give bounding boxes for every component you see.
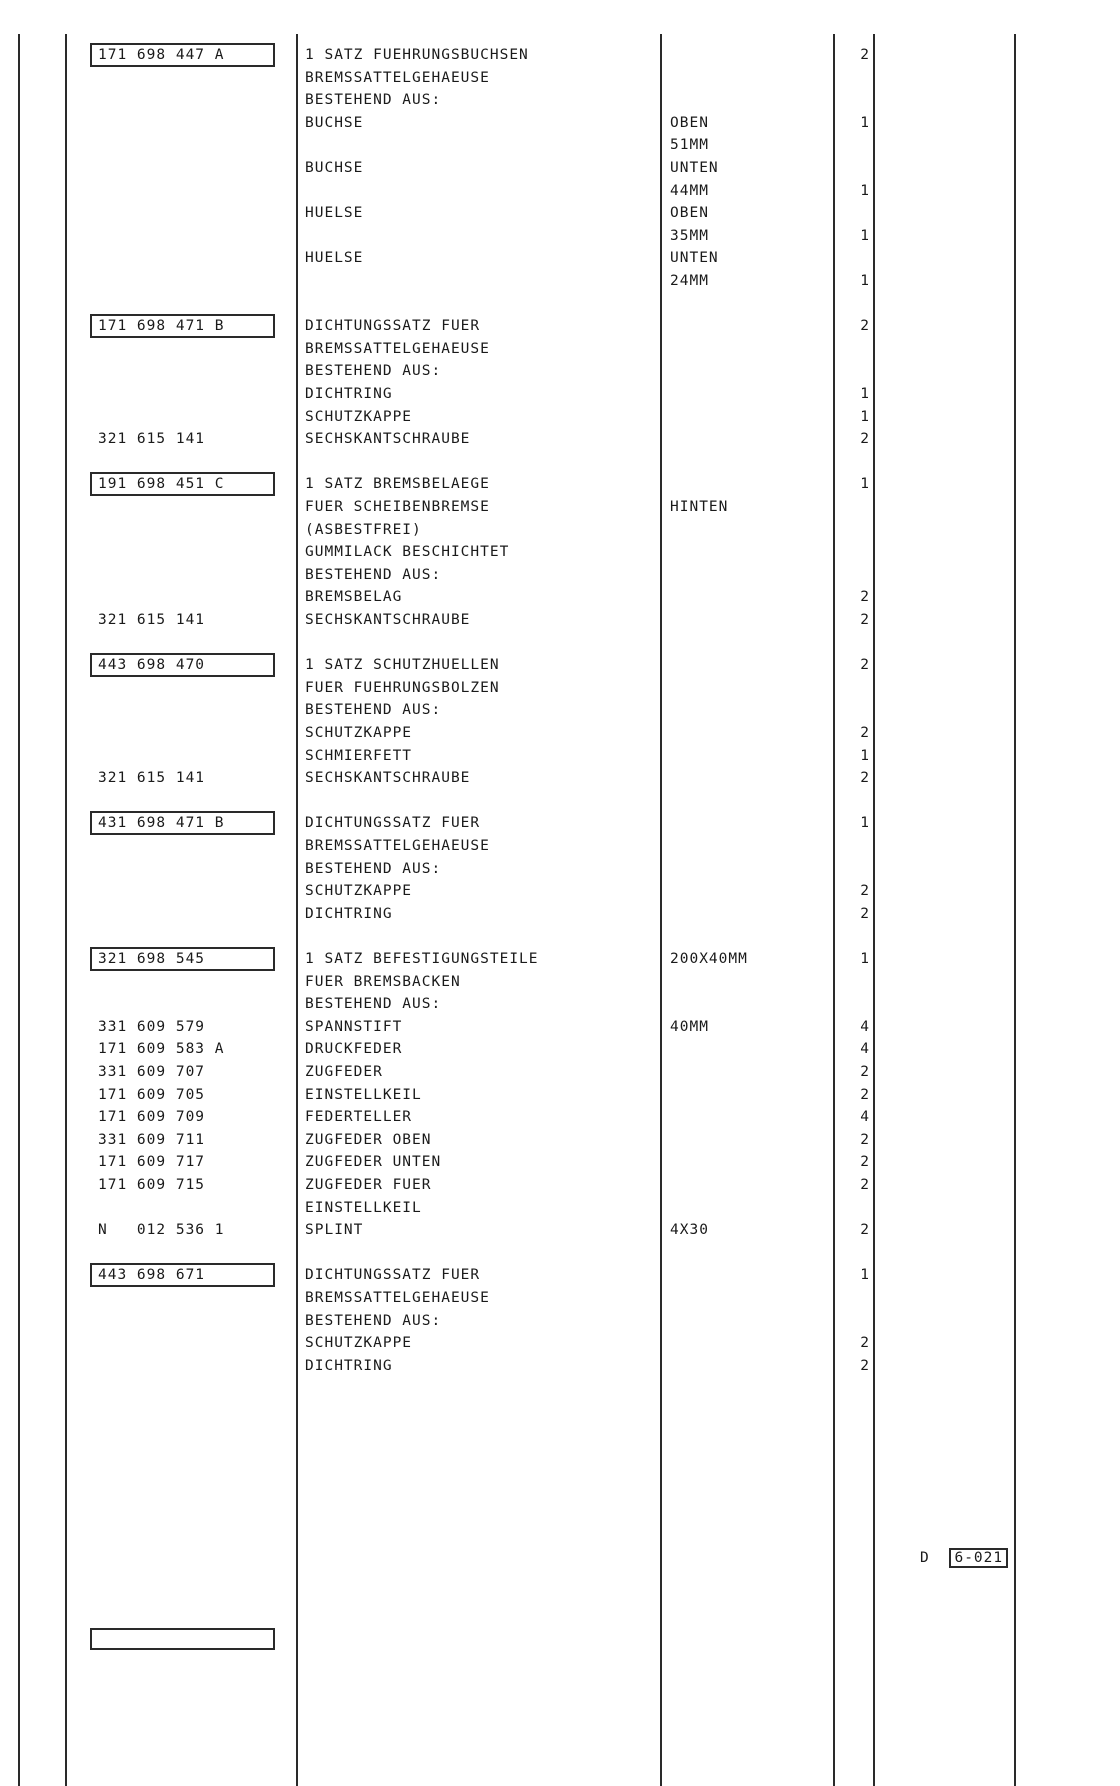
column-rule — [1014, 34, 1016, 1786]
quantity: 1 — [860, 227, 870, 244]
quantity — [856, 565, 870, 586]
page-code: 6-021 — [949, 1548, 1008, 1568]
part-number: 171 609 705 — [98, 1086, 206, 1103]
page-footer — [920, 1550, 1008, 1566]
description: BESTEHEND AUS: — [305, 702, 442, 719]
quantity: 1 — [860, 951, 870, 967]
quantity: 2 — [860, 612, 870, 628]
specification: 24MM — [670, 273, 709, 289]
part-number: 331 609 707 — [98, 1064, 206, 1080]
description: BESTEHEND AUS: — [305, 996, 442, 1013]
quantity — [856, 520, 870, 541]
quantity — [856, 859, 870, 880]
specification: OBEN — [670, 114, 709, 131]
description: ZUGFEDER — [305, 1064, 383, 1080]
description: SCHUTZKAPPE — [305, 883, 413, 900]
description: SCHUTZKAPPE — [305, 725, 413, 741]
part-number: 443 698 470 — [98, 657, 206, 674]
quantity: 2 — [860, 1086, 870, 1103]
description: DICHTRING — [305, 386, 393, 402]
quantity: 2 — [860, 1154, 870, 1171]
quantity: 1 — [860, 1267, 870, 1284]
description: HUELSE — [305, 250, 364, 267]
specification: 35MM — [670, 227, 709, 244]
specification: HINTEN — [670, 499, 729, 515]
quantity: 2 — [860, 47, 870, 63]
quantity — [856, 90, 870, 111]
quantity — [856, 994, 870, 1015]
description: FUER SCHEIBENBREMSE — [305, 499, 490, 515]
quantity — [856, 926, 870, 947]
part-number: 431 698 471 B — [98, 815, 225, 832]
footer-letter: D — [920, 1550, 930, 1566]
column-rule — [18, 34, 20, 1786]
quantity — [856, 135, 870, 156]
description: DICHTUNGSSATZ FUER — [305, 815, 481, 832]
part-number: 331 609 579 — [98, 1018, 206, 1035]
part-number: N 012 536 1 — [98, 1222, 225, 1239]
quantity: 2 — [860, 1131, 870, 1148]
description: DICHTRING — [305, 905, 393, 922]
description: SCHUTZKAPPE — [305, 1335, 413, 1352]
quantity — [856, 248, 870, 269]
quantity: 2 — [860, 1335, 870, 1352]
description: FUER FUEHRUNGSBOLZEN — [305, 679, 500, 696]
description: 1 SATZ BEFESTIGUNGSTEILE — [305, 951, 539, 967]
quantity: 4 — [860, 1018, 870, 1035]
part-number: 443 698 671 — [98, 1267, 206, 1284]
quantity: 2 — [860, 905, 870, 922]
description: DICHTUNGSSATZ FUER — [305, 318, 481, 335]
description: DICHTUNGSSATZ FUER — [305, 1267, 481, 1284]
quantity: 2 — [860, 589, 870, 606]
quantity: 2 — [860, 770, 870, 787]
quantity — [856, 452, 870, 473]
part-number: 171 609 709 — [98, 1109, 206, 1126]
quantity — [856, 542, 870, 563]
description: GUMMILACK BESCHICHTET — [305, 544, 510, 561]
description: SPANNSTIFT — [305, 1018, 403, 1035]
quantity — [856, 497, 870, 518]
quantity — [856, 972, 870, 993]
quantity — [856, 678, 870, 699]
description: FEDERTELLER — [305, 1109, 413, 1126]
part-number: 321 615 141 — [98, 770, 206, 787]
description: (ASBESTFREI) — [305, 521, 422, 538]
column-rule — [296, 34, 298, 1786]
quantity: 2 — [860, 1357, 870, 1374]
specification: UNTEN — [670, 160, 719, 176]
description: ZUGFEDER UNTEN — [305, 1154, 442, 1171]
quantity — [856, 68, 870, 89]
quantity: 1 — [860, 815, 870, 832]
quantity — [856, 791, 870, 812]
description: BESTEHEND AUS: — [305, 1312, 442, 1329]
quantity — [856, 339, 870, 360]
quantity: 2 — [860, 318, 870, 335]
next-part-number-box — [90, 1628, 275, 1650]
specification: OBEN — [670, 205, 709, 222]
specification: UNTEN — [670, 250, 719, 267]
description: FUER BREMSBACKEN — [305, 973, 461, 990]
part-number: 171 698 447 A — [98, 47, 225, 63]
description: ZUGFEDER FUER — [305, 1177, 432, 1193]
description: SCHUTZKAPPE — [305, 408, 413, 425]
description: BESTEHEND AUS: — [305, 92, 442, 109]
description: EINSTELLKEIL — [305, 1086, 422, 1103]
description: SECHSKANTSCHRAUBE — [305, 431, 471, 448]
description: BREMSSATTELGEHAEUSE — [305, 838, 490, 854]
quantity — [856, 1243, 870, 1264]
quantity: 1 — [860, 273, 870, 289]
description: EINSTELLKEIL — [305, 1199, 422, 1216]
description: DICHTRING — [305, 1357, 393, 1374]
description: 1 SATZ BREMSBELAEGE — [305, 476, 490, 493]
quantity: 1 — [860, 476, 870, 493]
part-number: 171 609 715 — [98, 1177, 206, 1193]
description: BREMSSATTELGEHAEUSE — [305, 340, 490, 357]
quantity: 1 — [860, 386, 870, 402]
description: BESTEHEND AUS: — [305, 363, 442, 380]
part-number: 171 609 583 A — [98, 1041, 225, 1058]
part-number: 331 609 711 — [98, 1131, 206, 1148]
quantity: 2 — [860, 883, 870, 900]
quantity — [856, 1198, 870, 1219]
quantity: 2 — [860, 725, 870, 741]
quantity — [856, 294, 870, 315]
quantity: 1 — [860, 182, 870, 199]
description: BESTEHEND AUS: — [305, 860, 442, 877]
quantity — [856, 836, 870, 857]
specification: 4X30 — [670, 1222, 709, 1239]
specification: 51MM — [670, 137, 709, 154]
quantity: 4 — [860, 1109, 870, 1126]
quantity — [856, 158, 870, 179]
quantity: 2 — [860, 1222, 870, 1239]
description: BREMSSATTELGEHAEUSE — [305, 69, 490, 86]
description: SCHMIERFETT — [305, 747, 413, 764]
part-number: 321 615 141 — [98, 431, 206, 448]
quantity: 2 — [860, 1064, 870, 1080]
quantity — [856, 203, 870, 224]
part-number: 171 698 471 B — [98, 318, 225, 335]
specification: 200X40MM — [670, 951, 748, 967]
quantity — [856, 1288, 870, 1309]
specification: 40MM — [670, 1018, 709, 1035]
specification: 44MM — [670, 182, 709, 199]
quantity — [856, 1311, 870, 1332]
description: ZUGFEDER OBEN — [305, 1131, 432, 1148]
description: 1 SATZ SCHUTZHUELLEN — [305, 657, 500, 674]
part-number: 191 698 451 C — [98, 476, 225, 493]
quantity — [856, 633, 870, 654]
column-rule — [660, 34, 662, 1786]
part-number: 171 609 717 — [98, 1154, 206, 1171]
description: SPLINT — [305, 1222, 364, 1239]
column-rule — [873, 34, 875, 1786]
description: BREMSBELAG — [305, 589, 403, 606]
description: DRUCKFEDER — [305, 1041, 403, 1058]
quantity — [856, 361, 870, 382]
quantity: 1 — [860, 408, 870, 425]
description: SECHSKANTSCHRAUBE — [305, 612, 471, 628]
description: BREMSSATTELGEHAEUSE — [305, 1290, 490, 1306]
description: BUCHSE — [305, 160, 364, 176]
part-number: 321 615 141 — [98, 612, 206, 628]
quantity — [856, 700, 870, 721]
description: 1 SATZ FUEHRUNGSBUCHSEN — [305, 47, 529, 63]
description: BUCHSE — [305, 114, 364, 131]
part-number: 321 698 545 — [98, 951, 206, 967]
quantity: 2 — [860, 657, 870, 674]
column-rule — [65, 34, 67, 1786]
quantity: 4 — [860, 1041, 870, 1058]
description: HUELSE — [305, 205, 364, 222]
description: SECHSKANTSCHRAUBE — [305, 770, 471, 787]
column-rule — [833, 34, 835, 1786]
quantity: 1 — [860, 747, 870, 764]
description: BESTEHEND AUS: — [305, 566, 442, 583]
quantity: 1 — [860, 114, 870, 131]
quantity: 2 — [860, 1177, 870, 1193]
quantity: 2 — [860, 431, 870, 448]
